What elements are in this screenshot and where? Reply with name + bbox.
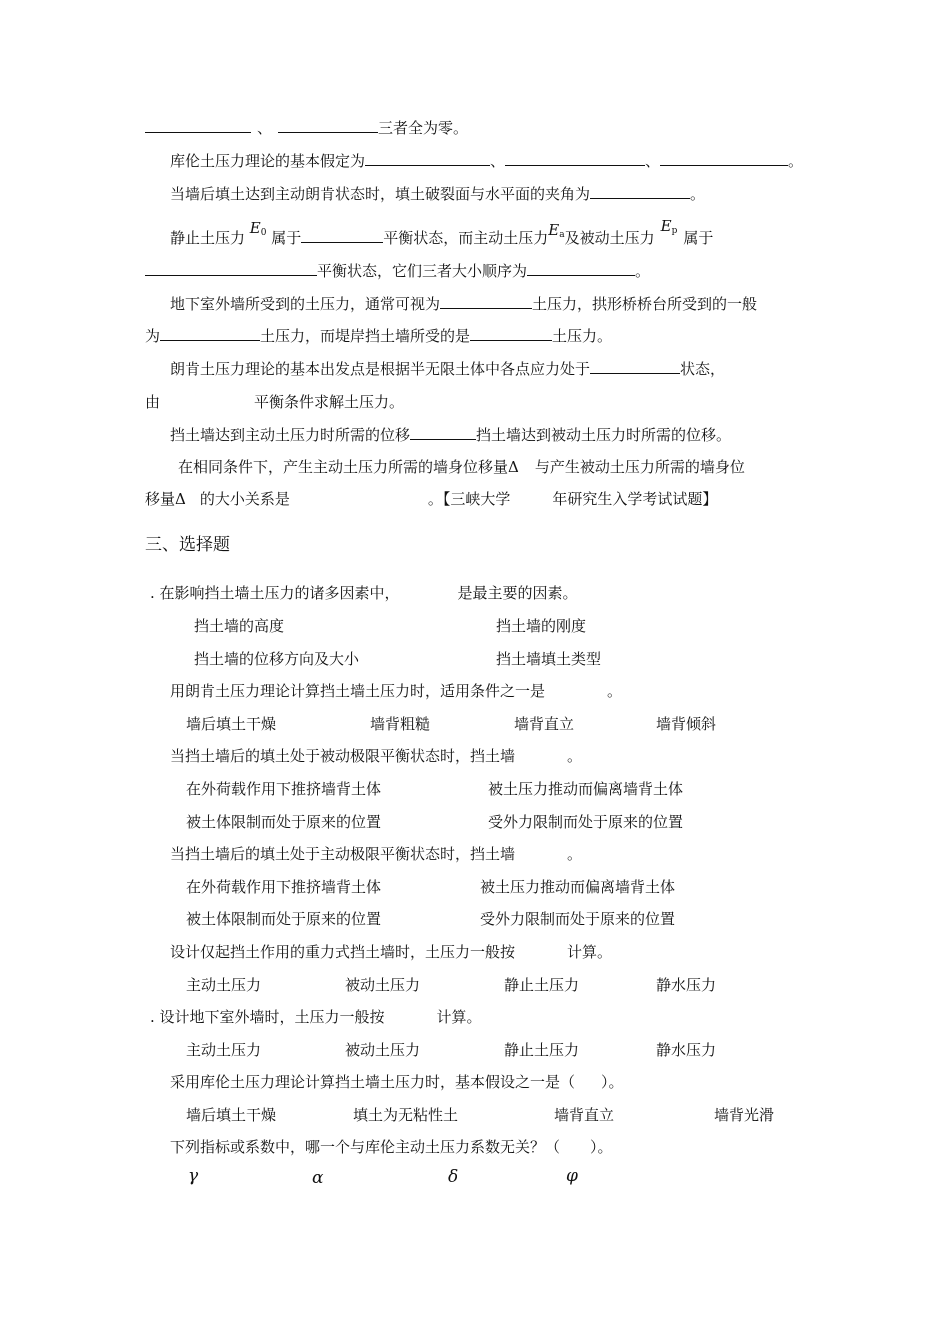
stem-text: 。 <box>567 747 583 765</box>
line-text: 三者全为零。 <box>378 119 469 137</box>
fill-line-8 <box>170 359 725 379</box>
fill-line-2 <box>170 151 803 171</box>
option[interactable]: 静止土压力 <box>504 1041 580 1059</box>
option[interactable]: 填土为无粘性土 <box>353 1106 459 1124</box>
question-stem <box>170 681 622 701</box>
symbol-ep: $E_p$ <box>660 217 678 236</box>
answer-blank[interactable] <box>660 151 788 166</box>
line-text: 及被动土压力 <box>564 229 655 247</box>
line-text: 的大小关系是 <box>199 490 290 508</box>
line-text: 土压力，而堤岸挡土墙所受的是 <box>260 327 471 345</box>
option[interactable]: 被土压力推动而偏离墙背土体 <box>488 780 684 798</box>
separator: 、 <box>645 152 661 170</box>
line-text: 移量Δ <box>145 490 186 508</box>
question-stem <box>170 746 582 766</box>
stem-text: 当挡土墙后的填土处于主动极限平衡状态时，挡土墙 <box>170 845 516 863</box>
answer-blank[interactable] <box>470 326 552 341</box>
option[interactable]: 挡土墙的高度 <box>194 617 285 635</box>
line-text: 属于 <box>683 229 714 247</box>
symbol-e0: $E_0$ <box>249 219 267 238</box>
fill-line-11 <box>178 457 745 477</box>
stem-text: . 设计地下室外墙时，土压力一般按 <box>150 1008 385 1026</box>
option[interactable]: 挡土墙的刚度 <box>496 617 587 635</box>
line-text: 年研究生入学考试试题】 <box>552 490 718 508</box>
stem-text: 计算。 <box>567 943 613 961</box>
line-text: 土压力。 <box>552 327 613 345</box>
fill-line-1 <box>145 118 468 138</box>
line-text: 。 <box>690 185 706 203</box>
question-stem <box>170 942 612 962</box>
answer-blank[interactable] <box>440 294 532 309</box>
answer-blank[interactable] <box>590 184 690 199</box>
option[interactable]: 墙后填土干燥 <box>186 715 277 733</box>
separator: 、 <box>490 152 506 170</box>
option[interactable]: 静水压力 <box>656 1041 717 1059</box>
option[interactable]: 在外荷载作用下推挤墙背土体 <box>186 878 382 896</box>
line-text: 。【三峡大学 <box>427 490 511 508</box>
line-text: 在相同条件下，产生主动土压力所需的墙身位移量Δ <box>178 458 519 476</box>
fill-line-4 <box>170 217 714 253</box>
question-stem <box>150 583 578 603</box>
option[interactable]: 被动土压力 <box>345 1041 421 1059</box>
line-text: 库伦土压力理论的基本假定为 <box>170 152 366 170</box>
answer-blank[interactable] <box>527 261 635 276</box>
answer-blank[interactable] <box>278 118 378 133</box>
fill-line-6 <box>170 294 757 314</box>
question-stem <box>170 844 582 864</box>
fill-line-7 <box>145 326 612 346</box>
line-text: 静止土压力 <box>170 229 246 247</box>
stem-text: 。 <box>607 682 623 700</box>
line-text: 平衡状态，它们三者大小顺序为 <box>317 262 528 280</box>
line-text: 土压力，拱形桥桥台所受到的一般 <box>532 295 758 313</box>
option[interactable]: 被动土压力 <box>345 976 421 994</box>
line-text: 。 <box>788 152 804 170</box>
answer-blank[interactable] <box>505 151 645 166</box>
line-text: 挡土墙达到被动土压力时所需的位移。 <box>476 426 732 444</box>
answer-blank[interactable] <box>145 118 251 133</box>
option-alpha[interactable]: α <box>312 1168 324 1188</box>
option[interactable]: 墙后填土干燥 <box>186 1106 277 1124</box>
answer-blank[interactable] <box>590 359 680 374</box>
line-text: 与产生被动土压力所需的墙身位 <box>534 458 745 476</box>
fill-line-10 <box>170 425 731 445</box>
fill-line-12 <box>145 489 717 509</box>
line-text: 当墙后填土达到主动朗肯状态时，填土破裂面与水平面的夹角为 <box>170 185 591 203</box>
stem-text: . 在影响挡土墙土压力的诸多因素中， <box>150 584 400 602</box>
answer-blank[interactable] <box>410 425 476 440</box>
option[interactable]: 墙背倾斜 <box>656 715 717 733</box>
option[interactable]: 墙背粗糙 <box>370 715 431 733</box>
answer-blank[interactable] <box>301 228 383 243</box>
line-text: 由 <box>145 393 161 411</box>
answer-blank[interactable] <box>145 261 317 276</box>
answer-blank[interactable] <box>365 151 490 166</box>
line-text: 平衡状态，而主动土压力 <box>383 229 549 247</box>
option[interactable]: 静止土压力 <box>504 976 580 994</box>
option-gamma[interactable]: γ <box>188 1166 199 1186</box>
option[interactable]: 被土体限制而处于原来的位置 <box>186 910 382 928</box>
symbol-ea: $E_a$ <box>548 221 565 240</box>
fill-line-3 <box>170 184 705 204</box>
question-stem <box>150 1007 482 1027</box>
option[interactable]: 墙背直立 <box>554 1106 615 1124</box>
option[interactable]: 被土体限制而处于原来的位置 <box>186 813 382 831</box>
fill-line-9 <box>145 392 404 412</box>
question-stem <box>170 1137 613 1157</box>
option[interactable]: 墙背光滑 <box>714 1106 775 1124</box>
option[interactable]: 主动土压力 <box>186 976 262 994</box>
option[interactable]: 墙背直立 <box>514 715 575 733</box>
option[interactable]: 被土压力推动而偏离墙背土体 <box>480 878 676 896</box>
option[interactable]: 挡土墙的位移方向及大小 <box>194 650 360 668</box>
line-text: 地下室外墙所受到的土压力，通常可视为 <box>170 295 441 313</box>
option[interactable]: 挡土墙填土类型 <box>496 650 602 668</box>
line-text: 朗肯土压力理论的基本出发点是根据半无限土体中各点应力处于 <box>170 360 591 378</box>
stem-text: 设计仅起挡土作用的重力式挡土墙时，土压力一般按 <box>170 943 516 961</box>
fill-line-5 <box>145 261 650 281</box>
answer-blank[interactable] <box>160 326 260 341</box>
question-stem <box>170 1072 624 1092</box>
stem-text: ）。 <box>601 1073 624 1091</box>
option[interactable]: 静水压力 <box>656 976 717 994</box>
line-text: 。 <box>635 262 651 280</box>
stem-text: 当挡土墙后的填土处于被动极限平衡状态时，挡土墙 <box>170 747 516 765</box>
option[interactable]: 主动土压力 <box>186 1041 262 1059</box>
line-text: 属于 <box>271 229 302 247</box>
section-title: 三、选择题 <box>145 535 230 555</box>
option[interactable]: 在外荷载作用下推挤墙背土体 <box>186 780 382 798</box>
option-delta[interactable]: δ <box>448 1167 459 1187</box>
line-text: 挡土墙达到主动土压力时所需的位移 <box>170 426 411 444</box>
stem-text: 。 <box>567 845 583 863</box>
stem-text: 计算。 <box>436 1008 482 1026</box>
stem-text: 是最主要的因素。 <box>457 584 578 602</box>
line-text: 平衡条件求解土压力。 <box>254 393 405 411</box>
option-phi[interactable]: φ <box>566 1166 578 1186</box>
line-text: 状态， <box>680 360 726 378</box>
stem-text: ）。 <box>590 1138 613 1156</box>
separator: 、 <box>257 119 273 137</box>
stem-text: 下列指标或系数中，哪一个与库伦主动土压力系数无关？（ <box>170 1138 561 1156</box>
option[interactable]: 受外力限制而处于原来的位置 <box>488 813 684 831</box>
stem-text: 用朗肯土压力理论计算挡土墙土压力时，适用条件之一是 <box>170 682 546 700</box>
stem-text: 采用库伦土压力理论计算挡土墙土压力时，基本假设之一是（ <box>170 1073 576 1091</box>
option[interactable]: 受外力限制而处于原来的位置 <box>480 910 676 928</box>
line-text: 为 <box>145 327 161 345</box>
